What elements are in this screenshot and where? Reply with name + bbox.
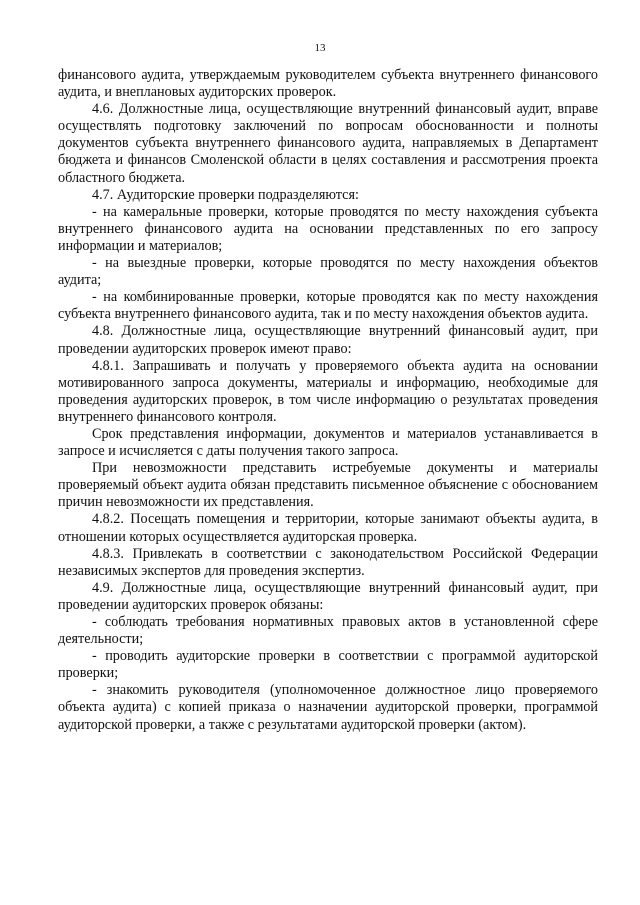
paragraph-impossibility: При невозможности представить истребуемые документы и материалы проверяемый объект аудита обязан представить письменное объяснение с обоснованием причин невозможности их представления. <box>58 460 598 511</box>
paragraph-continuation: финансового аудита, утверждаемым руководителем субъекта внутреннего финансового аудита, и внеплановых аудиторских проверок. <box>58 67 598 101</box>
paragraph-4-8-1: 4.8.1. Запрашивать и получать у проверяемого объекта аудита на основании мотивированного запроса документы, материалы и информацию, необходимые для проведения аудиторских проверок, в том числе информацию о результатах проведения внутреннего финансового контроля. <box>58 357 598 425</box>
list-item-field-audit: - на выездные проверки, которые проводятся по месту нахождения объектов аудита; <box>58 255 598 289</box>
list-item-comply-requirements: - соблюдать требования нормативных правовых актов в установленной сфере деятельности; <box>58 614 598 648</box>
list-item-follow-program: - проводить аудиторские проверки в соответствии с программой аудиторской проверки; <box>58 648 598 682</box>
paragraph-4-7: 4.7. Аудиторские проверки подразделяются: <box>92 186 359 203</box>
paragraph-4-8: 4.8. Должностные лица, осуществляющие внутренний финансовый аудит, при проведении аудиторских проверок имеют право: <box>58 323 598 357</box>
list-item-desk-audit: - на камеральные проверки, которые проводятся по месту нахождения субъекта внутреннего финансового аудита на основании представленных по его запросу информации и материалов; <box>58 203 598 254</box>
page-number: 13 <box>314 42 326 54</box>
paragraph-4-6: 4.6. Должностные лица, осуществляющие внутренний финансовый аудит, вправе осуществлять подготовку заключений по вопросам обоснованности и полноты документов субъекта внутреннего финансового аудита, направляемых в Департамент бюджета и финансов Смоленской области в целях составления и рассмотрения проекта областного бюджета. <box>58 101 598 186</box>
paragraph-4-9: 4.9. Должностные лица, осуществляющие внутренний финансовый аудит, при проведении аудиторских проверок обязаны: <box>58 579 598 613</box>
paragraph-4-8-2: 4.8.2. Посещать помещения и территории, которые занимают объекты аудита, в отношении которых осуществляется аудиторская проверка. <box>58 511 598 545</box>
paragraph-deadline: Срок представления информации, документов и материалов устанавливается в запросе и исчисляется с даты получения такого запроса. <box>58 425 598 460</box>
list-item-inform-head: - знакомить руководителя (уполномоченное должностное лицо проверяемого объекта аудита) с копией приказа о назначении аудиторской проверки, программой аудиторской проверки, а также с результатами аудиторской проверки (актом). <box>58 682 598 733</box>
document-body <box>58 67 598 734</box>
paragraph-4-8-3: 4.8.3. Привлекать в соответствии с законодательством Российской Федерации независимых экспертов для проведения экспертиз. <box>58 545 598 579</box>
list-item-combined-audit: - на комбинированные проверки, которые проводятся как по месту нахождения субъекта внутреннего финансового аудита, так и по месту нахождения объектов аудита. <box>58 289 598 323</box>
